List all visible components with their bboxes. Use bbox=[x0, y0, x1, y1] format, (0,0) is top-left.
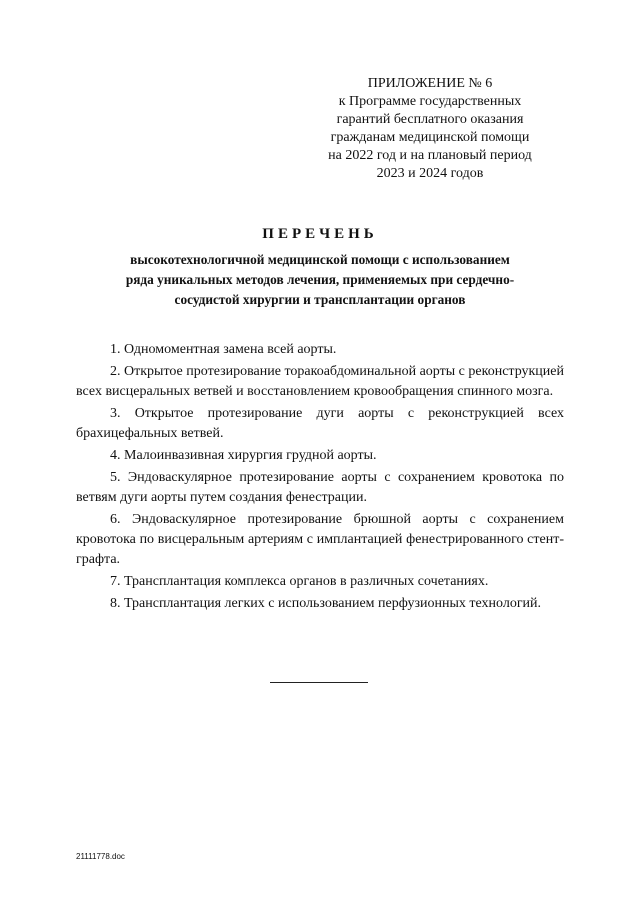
list-item: 7. Трансплантация комплекса органов в различных сочетаниях. bbox=[110, 574, 489, 589]
document-subtitle bbox=[80, 250, 560, 310]
list-item: 8. Трансплантация легких с использованием перфузионных технологий. bbox=[110, 596, 542, 611]
list-item: 5. Эндоваскулярное протезирование аорты с сохранением кровотока по ветвям дуги аорты путем создания фенестрации. bbox=[76, 470, 564, 505]
list-item: 1. Одномоментная замена всей аорты. bbox=[110, 342, 337, 357]
list-item: 6. Эндоваскулярное протезирование брюшной аорты с сохранением кровотока по висцеральным артериям с имплантацией фенестрированного стент-графта. bbox=[76, 512, 564, 567]
procedure-list bbox=[76, 340, 564, 616]
list-item: 4. Малоинвазивная хирургия грудной аорты. bbox=[110, 448, 377, 463]
document-title: ПЕРЕЧЕНЬ bbox=[262, 226, 378, 242]
appendix-line: гражданам медицинской помощи bbox=[330, 130, 530, 145]
subtitle-line: ряда уникальных методов лечения, применяемых при сердечно- bbox=[125, 272, 515, 287]
appendix-line: гарантий бесплатного оказания bbox=[336, 112, 524, 127]
appendix-line: ПРИЛОЖЕНИЕ № 6 bbox=[367, 76, 493, 91]
appendix-line: на 2022 год и на плановый период bbox=[328, 148, 532, 163]
closing-divider bbox=[270, 682, 368, 683]
appendix-line: 2023 и 2024 годов bbox=[376, 166, 484, 181]
appendix-header bbox=[300, 75, 560, 183]
appendix-line: к Программе государственных bbox=[338, 94, 522, 109]
list-item: 3. Открытое протезирование дуги аорты с реконструкцией всех брахицефальных ветвей. bbox=[76, 406, 564, 441]
subtitle-line: сосудистой хирургии и трансплантации органов bbox=[174, 292, 466, 307]
list-item: 2. Открытое протезирование торакоабдоминальной аорты с реконструкцией всех висцеральных ветвей и восстановлением кровообращения спинного мозга. bbox=[76, 364, 564, 399]
subtitle-line: высокотехнологичной медицинской помощи с использованием bbox=[130, 252, 510, 267]
file-reference: 21111778.doc bbox=[76, 852, 125, 861]
